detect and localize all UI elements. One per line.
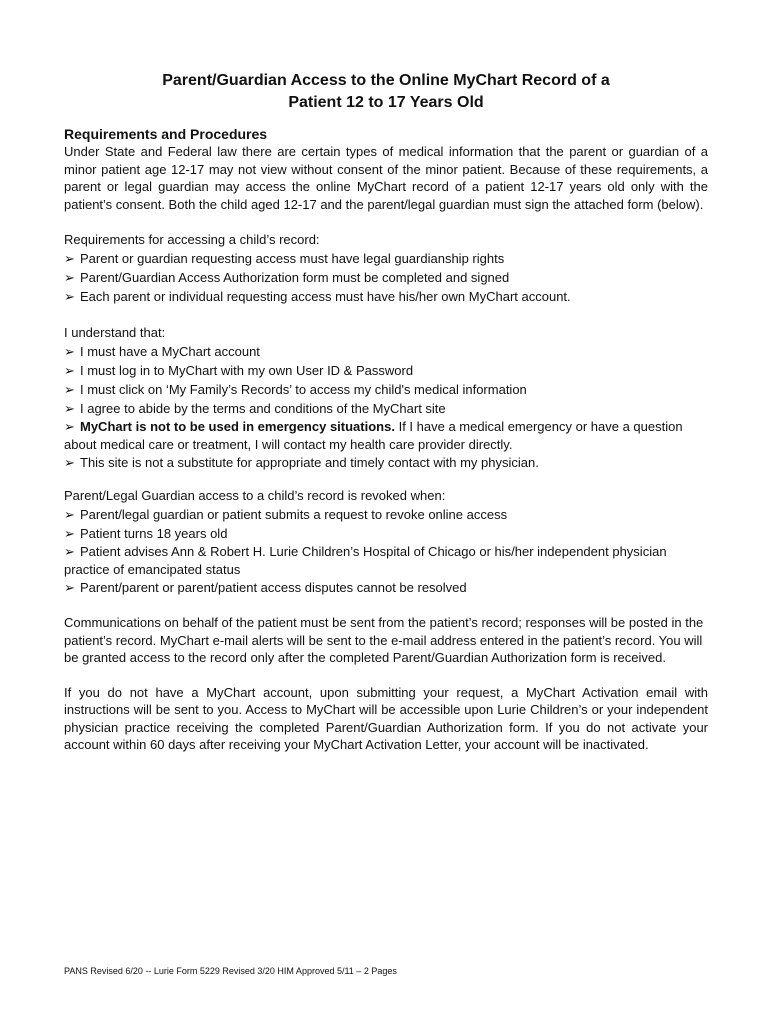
understand-section xyxy=(64,323,708,472)
arrow-bullet-icon: ➢ xyxy=(64,526,75,541)
revoked-intro: Parent/Legal Guardian access to a child’s record is revoked when: xyxy=(64,488,446,503)
arrow-bullet-icon: ➢ xyxy=(64,544,75,559)
list-item: ➢ Patient turns 18 years old xyxy=(64,526,228,541)
arrow-bullet-icon: ➢ xyxy=(64,455,75,470)
activation-paragraph: If you do not have a MyChart account, upon submitting your request, a MyChart Activation email with instructions will be sent to you. Access to MyChart will be accessible upon Lurie Children’s or your independent physician practice receiving the completed Parent/Guardian Authorization form. If you do not activate your account within 60 days after receiving your MyChart Activation Letter, your account will be inactivated. xyxy=(64,684,708,752)
arrow-bullet-icon: ➢ xyxy=(64,270,75,285)
title-line-1: Parent/Guardian Access to the Online MyChart Record of a xyxy=(162,72,610,89)
document-body xyxy=(64,126,708,754)
arrow-bullet-icon: ➢ xyxy=(64,401,75,416)
list-item-emergency: ➢ MyChart is not to be used in emergency situations. If I have a medical emergency or have a question about medical care or treatment, I will contact my health care provider directly. xyxy=(64,419,683,452)
requirements-paragraph: Under State and Federal law there are certain types of medical information that the parent or guardian of a minor patient age 12-17 may not view without consent of the minor patient. Because of these requirements, a parent or legal guardian may access the online MyChart record of a patient 12-17 years old only with the patient’s consent. Both the child aged 12-17 and the parent/legal guardian must sign the attached form (below). xyxy=(64,144,708,212)
arrow-bullet-icon: ➢ xyxy=(64,507,75,522)
emergency-warning: MyChart is not to be used in emergency situations. xyxy=(80,419,395,434)
list-item: ➢ Patient advises Ann & Robert H. Lurie Children’s Hospital of Chicago or his/her independent physician practice of emancipated status xyxy=(64,544,667,577)
list-item: ➢ Parent or guardian requesting access must have legal guardianship rights xyxy=(64,251,505,266)
revoked-section xyxy=(64,486,708,597)
arrow-bullet-icon: ➢ xyxy=(64,344,75,359)
communications-paragraph: Communications on behalf of the patient must be sent from the patient’s record; responses will be posted in the patient’s record. MyChart e-mail alerts will be sent to the e-mail address entered in the patient’s record. You will be granted access to the record only after the completed Parent/Guardian Authorization form is received. xyxy=(64,615,704,665)
list-item: ➢ I must have a MyChart account xyxy=(64,344,260,359)
list-item: ➢ I must log in to MyChart with my own User ID & Password xyxy=(64,363,414,378)
list-item: ➢ I agree to abide by the terms and conditions of the MyChart site xyxy=(64,401,446,416)
page-footer: PANS Revised 6/20 -- Lurie Form 5229 Revised 3/20 HIM Approved 5/11 – 2 Pages xyxy=(64,966,397,976)
list-item: ➢ Parent/legal guardian or patient submits a request to revoke online access xyxy=(64,507,508,522)
understand-intro: I understand that: xyxy=(64,325,166,340)
arrow-bullet-icon: ➢ xyxy=(64,382,75,397)
list-item: ➢ Parent/Guardian Access Authorization form must be completed and signed xyxy=(64,270,510,285)
requirements-heading: Requirements and Procedures xyxy=(64,126,268,142)
arrow-bullet-icon: ➢ xyxy=(64,419,75,434)
arrow-bullet-icon: ➢ xyxy=(64,363,75,378)
list-item: ➢ This site is not a substitute for appropriate and timely contact with my physician. xyxy=(64,455,539,470)
page-title xyxy=(64,70,708,114)
list-item: ➢ Each parent or individual requesting access must have his/her own MyChart account. xyxy=(64,289,571,304)
list-item: ➢ Parent/parent or parent/patient access disputes cannot be resolved xyxy=(64,580,467,595)
list-item: ➢ I must click on ‘My Family’s Records’ to access my child's medical information xyxy=(64,382,527,397)
arrow-bullet-icon: ➢ xyxy=(64,580,75,595)
arrow-bullet-icon: ➢ xyxy=(64,289,75,304)
accessing-intro: Requirements for accessing a child’s record: xyxy=(64,232,320,247)
title-line-2: Patient 12 to 17 Years Old xyxy=(288,94,484,111)
accessing-section xyxy=(64,230,708,306)
arrow-bullet-icon: ➢ xyxy=(64,251,75,266)
